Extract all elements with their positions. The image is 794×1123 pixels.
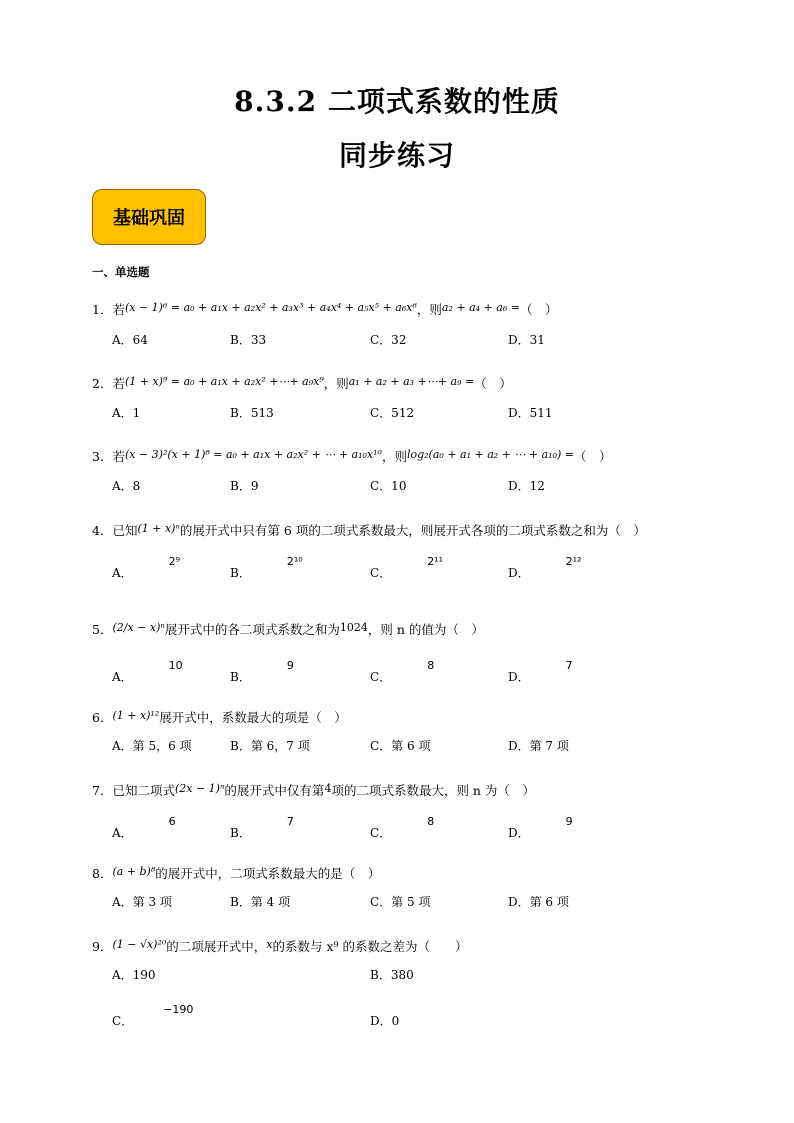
option-d[interactable]: D．第 7 项 (508, 739, 569, 753)
options-2 (112, 404, 712, 424)
section-badge: 基础巩固 (92, 189, 206, 245)
option-b[interactable]: B．9 (230, 479, 259, 493)
option-c[interactable]: C．第 5 项 (370, 895, 431, 909)
options-1 (112, 331, 712, 351)
question-9: 9．(1 − √x)²⁰的二项展开式中，x的系数与 x⁹ 的系数之差为（ ） (92, 938, 468, 954)
option-c[interactable]: C．8 (370, 815, 435, 840)
options-4 (112, 555, 712, 584)
option-a[interactable]: A．8 (112, 479, 141, 493)
option-d[interactable]: D．12 (508, 479, 545, 493)
options-7 (112, 815, 712, 844)
options-9a (112, 966, 712, 986)
question-5: 5．(2/x − x)ⁿ展开式中的各二项式系数之和为1024，则 n 的值为（ ） (92, 621, 484, 637)
option-b[interactable]: B．513 (230, 406, 274, 420)
option-d[interactable]: D．第 6 项 (508, 895, 569, 909)
options-9b (112, 1003, 712, 1032)
question-1: 1．若(x − 1)⁶ = a₀ + a₁x + a₂x² + a₃x³ + a₄x⁴ + a₅x⁵ + a₆x⁶，则a₂ + a₄ + a₆ =（ ） (92, 301, 558, 317)
section-heading: 一、单选题 (92, 265, 150, 279)
option-a[interactable]: A．第 3 项 (112, 895, 172, 909)
page-title: 8.3.2 二项式系数的性质 (234, 85, 560, 118)
option-b[interactable]: B．2¹⁰ (230, 555, 303, 580)
question-3: 3．若(x − 3)²(x + 1)⁸ = a₀ + a₁x + a₂x² + ⋯ + a₁₀x¹⁰，则log₂(a₀ + a₁ + a₂ + ⋯ + a₁₀) =（ ） (92, 448, 612, 464)
option-a[interactable]: A．190 (112, 968, 156, 982)
option-c[interactable]: C．32 (370, 333, 407, 347)
option-d[interactable]: D．7 (508, 659, 573, 684)
options-3 (112, 477, 712, 497)
question-number: 1． (92, 302, 113, 317)
option-c[interactable]: C．2¹¹ (370, 555, 444, 580)
option-a[interactable]: A．2⁹ (112, 555, 181, 580)
options-6 (112, 737, 712, 757)
option-b[interactable]: B．第 6，7 项 (230, 739, 310, 753)
option-d[interactable]: D．9 (508, 815, 573, 840)
math-expression: (x − 1)⁶ = a₀ + a₁x + a₂x² + a₃x³ + a₄x⁴ + a₅x⁵ + a₆x⁶ (124, 301, 417, 314)
option-d[interactable]: D．0 (370, 1014, 400, 1028)
question-6: 6．(1 + x)¹²展开式中，系数最大的项是（ ） (92, 709, 347, 725)
option-a[interactable]: A．10 (112, 659, 183, 684)
option-b[interactable]: B．33 (230, 333, 267, 347)
option-c[interactable]: C．第 6 项 (370, 739, 431, 753)
option-b[interactable]: B．第 4 项 (230, 895, 291, 909)
question-4: 4．已知(1 + x)ⁿ的展开式中只有第 6 项的二项式系数最大，则展开式各项的二项式系数之和为（ ） (92, 522, 646, 538)
option-b[interactable]: B．380 (370, 968, 414, 982)
question-8: 8．(a + b)⁸的展开式中，二项式系数最大的是（ ） (92, 865, 381, 881)
page-subtitle: 同步练习 (338, 139, 455, 172)
option-a[interactable]: A．6 (112, 815, 176, 840)
option-d[interactable]: D．31 (508, 333, 545, 347)
question-7: 7．已知二项式(2x − 1)ⁿ的展开式中仅有第4项的二项式系数最大，则 n 为（ ） (92, 782, 535, 798)
question-2: 2．若(1 + x)⁹ = a₀ + a₁x + a₂x² +⋯+ a₉x⁹，则a₁ + a₂ + a₃ +⋯+ a₉ =（ ） (92, 375, 512, 391)
option-a[interactable]: A．64 (112, 333, 148, 347)
option-a[interactable]: A．第 5，6 项 (112, 739, 192, 753)
options-5 (112, 659, 712, 688)
option-a[interactable]: A．1 (112, 406, 141, 420)
option-c[interactable]: C．512 (370, 406, 415, 420)
options-8 (112, 893, 712, 913)
option-c[interactable]: C．10 (370, 479, 407, 493)
option-c[interactable]: C．8 (370, 659, 435, 684)
option-d[interactable]: D．511 (508, 406, 553, 420)
option-c[interactable]: C．−190 (112, 1003, 194, 1028)
option-b[interactable]: B．9 (230, 659, 294, 684)
option-d[interactable]: D．2¹² (508, 555, 582, 580)
option-b[interactable]: B．7 (230, 815, 294, 840)
